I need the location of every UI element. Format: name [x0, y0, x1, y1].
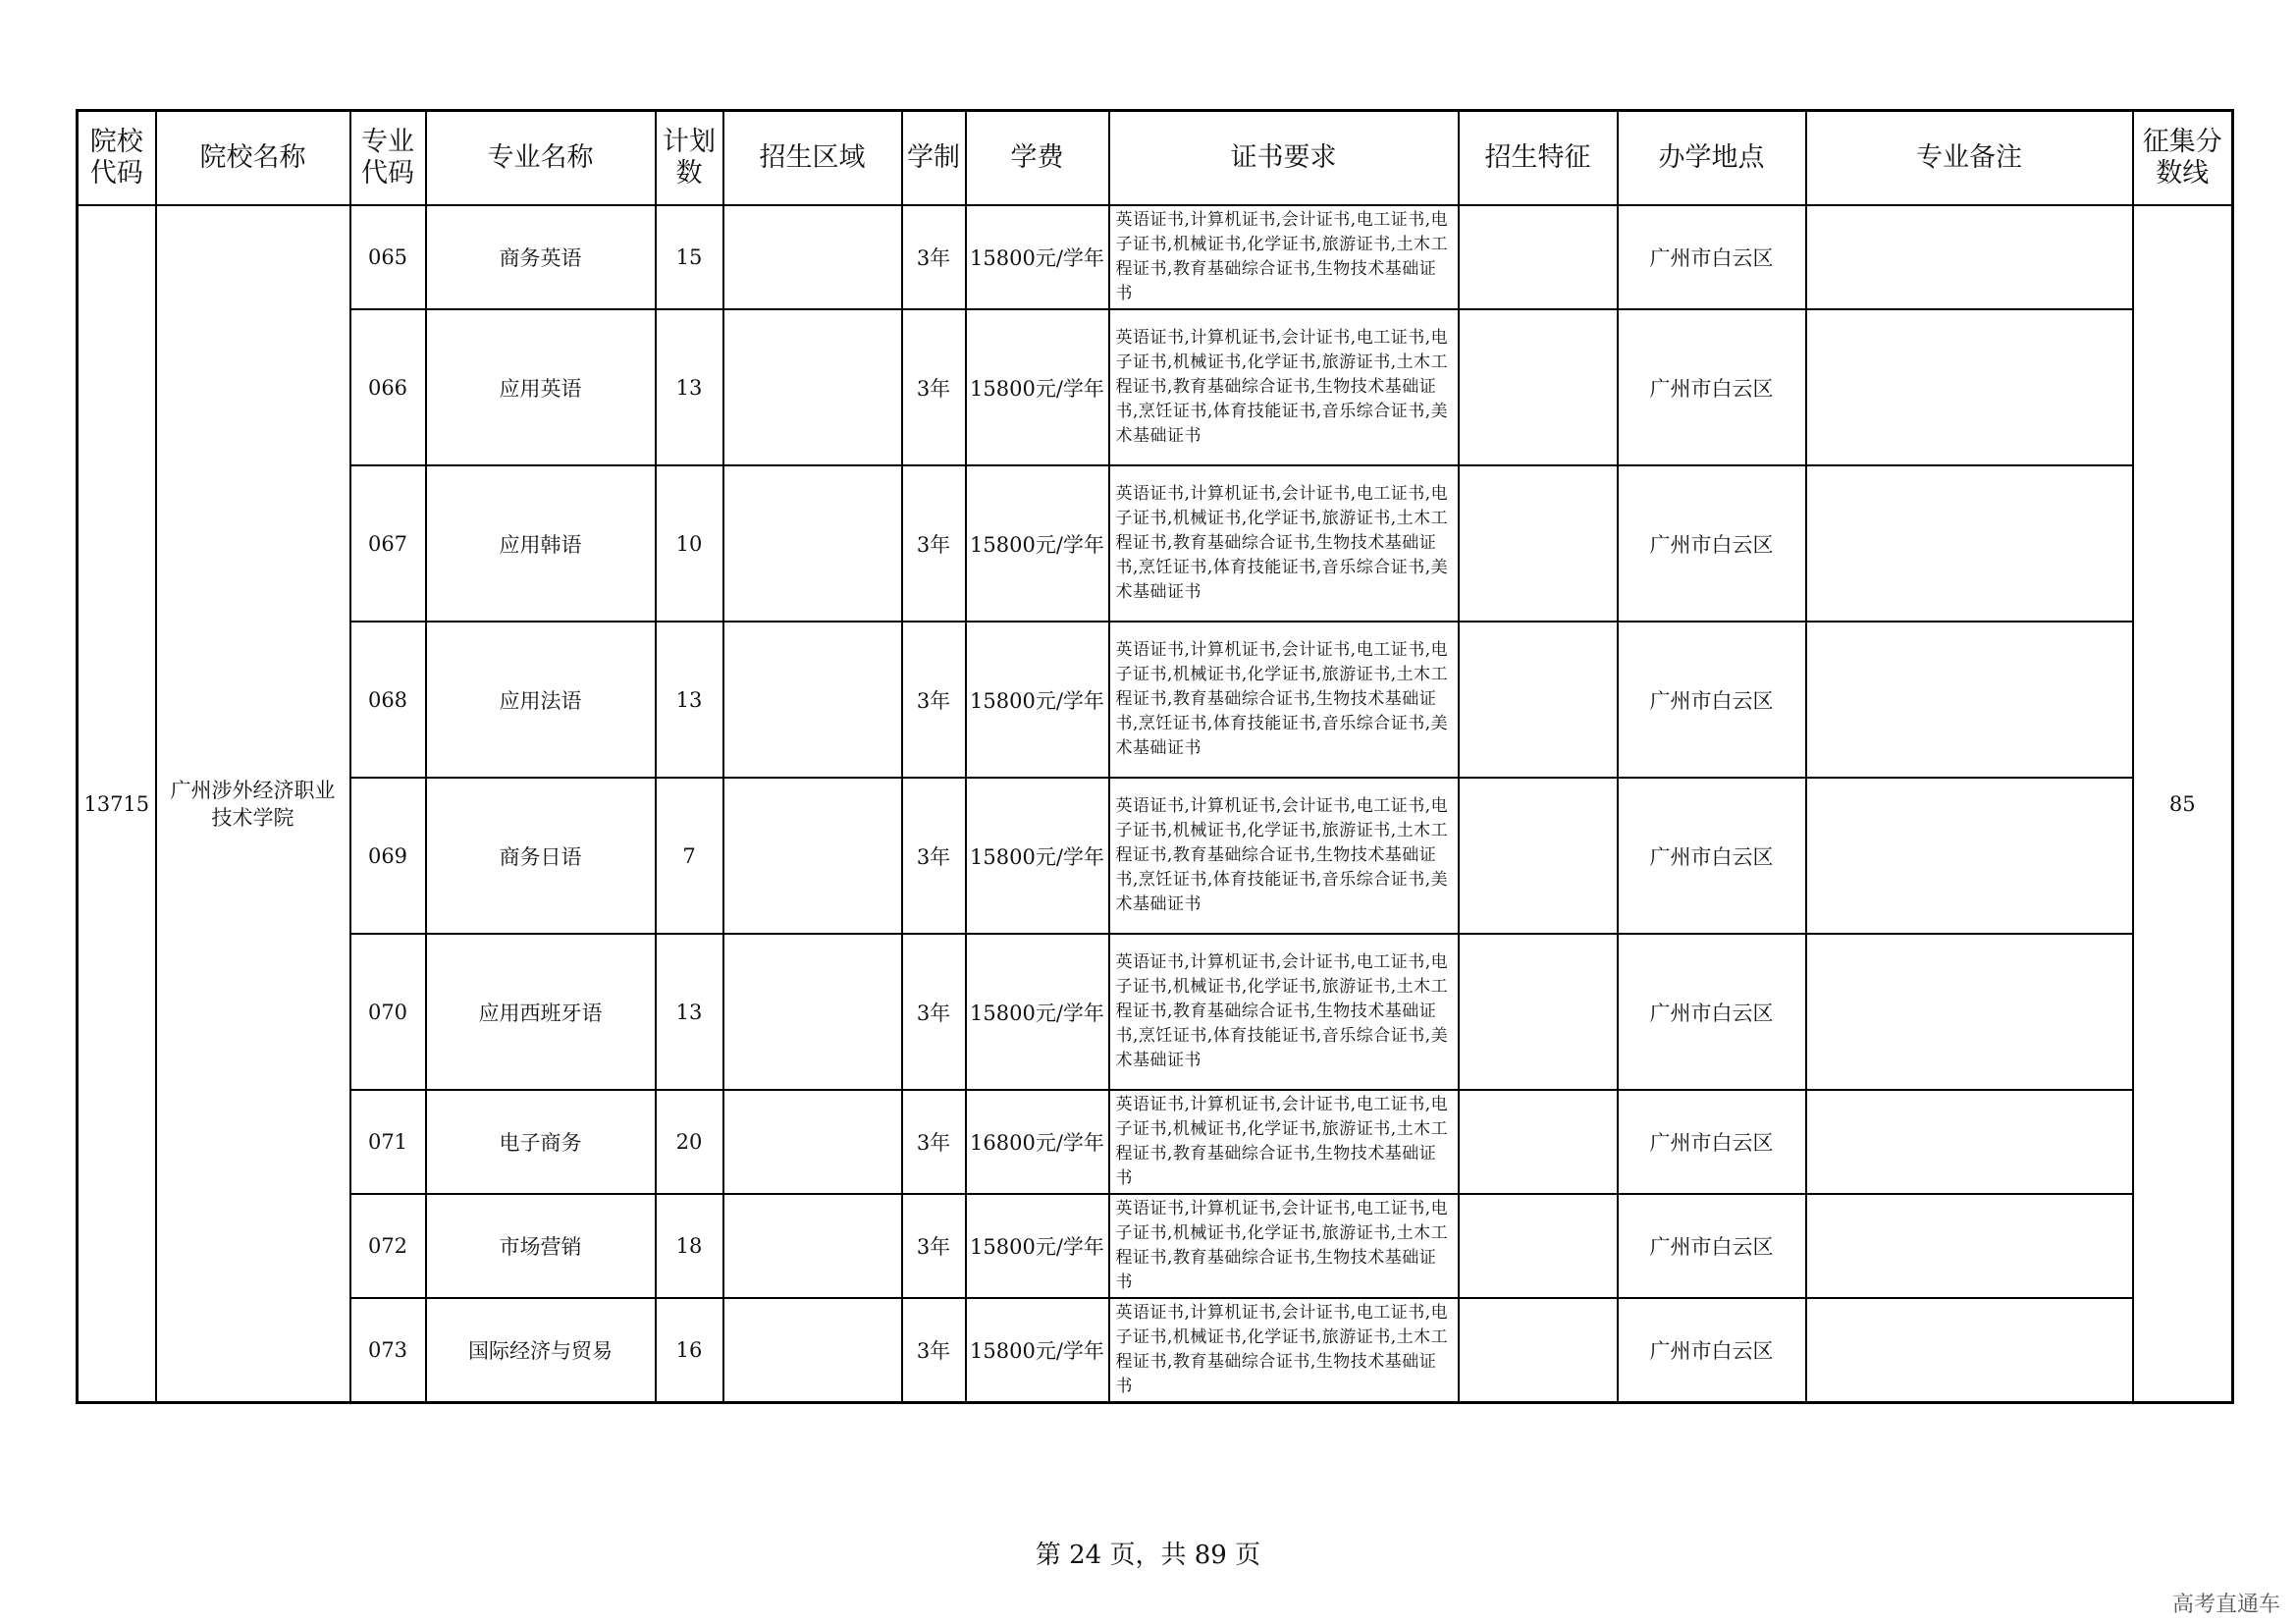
feature-cell: [1459, 1194, 1618, 1298]
table-row: [78, 778, 2233, 934]
cert-cell: 英语证书,计算机证书,会计证书,电工证书,电子证书,机械证书,化学证书,旅游证书,土木工程证书,教育基础综合证书,生物技术基础证书,烹饪证书,体育技能证书,音乐综合证书,美术基础证书: [1109, 934, 1459, 1090]
header-cutoff: 征集分数线: [2133, 111, 2233, 206]
cert-cell: 英语证书,计算机证书,会计证书,电工证书,电子证书,机械证书,化学证书,旅游证书,土木工程证书,教育基础综合证书,生物技术基础证书: [1109, 1194, 1459, 1298]
table-row: [78, 1090, 2233, 1194]
header-cert: 证书要求: [1109, 111, 1459, 206]
location-cell: 广州市白云区: [1618, 622, 1806, 778]
fee-cell: 16800元/学年: [966, 1090, 1109, 1194]
years-cell: 3年: [902, 778, 966, 934]
feature-cell: [1459, 205, 1618, 309]
major-name-cell: 应用法语: [426, 622, 656, 778]
fee-cell: 15800元/学年: [966, 205, 1109, 309]
major-name-cell: 市场营销: [426, 1194, 656, 1298]
feature-cell: [1459, 778, 1618, 934]
fee-cell: 15800元/学年: [966, 934, 1109, 1090]
note-cell: [1806, 465, 2133, 622]
table-row: [78, 205, 2233, 309]
plan-cell: 13: [656, 934, 723, 1090]
plan-cell: 16: [656, 1298, 723, 1403]
years-cell: 3年: [902, 1194, 966, 1298]
major-code-cell: 070: [350, 934, 426, 1090]
region-cell: [723, 1090, 902, 1194]
region-cell: [723, 1194, 902, 1298]
table-row: [78, 309, 2233, 465]
years-cell: 3年: [902, 934, 966, 1090]
note-cell: [1806, 309, 2133, 465]
header-feature: 招生特征: [1459, 111, 1618, 206]
years-cell: 3年: [902, 309, 966, 465]
table-row: [78, 622, 2233, 778]
feature-cell: [1459, 465, 1618, 622]
location-cell: 广州市白云区: [1618, 1194, 1806, 1298]
header-school-name: 院校名称: [156, 111, 350, 206]
note-cell: [1806, 205, 2133, 309]
region-cell: [723, 778, 902, 934]
cutoff-cell: 85: [2133, 205, 2233, 1403]
region-cell: [723, 465, 902, 622]
cert-cell: 英语证书,计算机证书,会计证书,电工证书,电子证书,机械证书,化学证书,旅游证书,土木工程证书,教育基础综合证书,生物技术基础证书,烹饪证书,体育技能证书,音乐综合证书,美术基础证书: [1109, 309, 1459, 465]
major-name-cell: 国际经济与贸易: [426, 1298, 656, 1403]
fee-cell: 15800元/学年: [966, 622, 1109, 778]
cert-cell: 英语证书,计算机证书,会计证书,电工证书,电子证书,机械证书,化学证书,旅游证书,土木工程证书,教育基础综合证书,生物技术基础证书,烹饪证书,体育技能证书,音乐综合证书,美术基础证书: [1109, 465, 1459, 622]
note-cell: [1806, 1090, 2133, 1194]
location-cell: 广州市白云区: [1618, 205, 1806, 309]
fee-cell: 15800元/学年: [966, 1298, 1109, 1403]
major-name-cell: 应用韩语: [426, 465, 656, 622]
note-cell: [1806, 1194, 2133, 1298]
header-location: 办学地点: [1618, 111, 1806, 206]
header-note: 专业备注: [1806, 111, 2133, 206]
plan-cell: 15: [656, 205, 723, 309]
region-cell: [723, 309, 902, 465]
header-fee: 学费: [966, 111, 1109, 206]
years-cell: 3年: [902, 1298, 966, 1403]
header-plan: 计划数: [656, 111, 723, 206]
plan-cell: 7: [656, 778, 723, 934]
plan-cell: 13: [656, 309, 723, 465]
feature-cell: [1459, 1090, 1618, 1194]
header-years: 学制: [902, 111, 966, 206]
fee-cell: 15800元/学年: [966, 1194, 1109, 1298]
admissions-table-container: [76, 109, 2234, 1404]
years-cell: 3年: [902, 205, 966, 309]
header-major-code: 专业代码: [350, 111, 426, 206]
major-name-cell: 电子商务: [426, 1090, 656, 1194]
cert-cell: 英语证书,计算机证书,会计证书,电工证书,电子证书,机械证书,化学证书,旅游证书,土木工程证书,教育基础综合证书,生物技术基础证书: [1109, 1090, 1459, 1194]
header-region: 招生区域: [723, 111, 902, 206]
page-number-footer: 第 24 页，共 89 页: [1035, 1541, 1261, 1570]
plan-cell: 18: [656, 1194, 723, 1298]
admissions-table: [76, 109, 2234, 1404]
note-cell: [1806, 778, 2133, 934]
cert-cell: 英语证书,计算机证书,会计证书,电工证书,电子证书,机械证书,化学证书,旅游证书,土木工程证书,教育基础综合证书,生物技术基础证书,烹饪证书,体育技能证书,音乐综合证书,美术基础证书: [1109, 622, 1459, 778]
cert-cell: 英语证书,计算机证书,会计证书,电工证书,电子证书,机械证书,化学证书,旅游证书,土木工程证书,教育基础综合证书,生物技术基础证书: [1109, 205, 1459, 309]
major-code-cell: 069: [350, 778, 426, 934]
header-school-code: 院校代码: [78, 111, 156, 206]
note-cell: [1806, 1298, 2133, 1403]
major-name-cell: 应用英语: [426, 309, 656, 465]
major-name-cell: 商务英语: [426, 205, 656, 309]
region-cell: [723, 622, 902, 778]
location-cell: 广州市白云区: [1618, 1090, 1806, 1194]
region-cell: [723, 1298, 902, 1403]
location-cell: 广州市白云区: [1618, 934, 1806, 1090]
major-name-cell: 应用西班牙语: [426, 934, 656, 1090]
table-row: [78, 465, 2233, 622]
table-row: [78, 1194, 2233, 1298]
major-code-cell: 065: [350, 205, 426, 309]
school-code-cell: 13715: [78, 205, 156, 1403]
location-cell: 广州市白云区: [1618, 309, 1806, 465]
plan-cell: 20: [656, 1090, 723, 1194]
location-cell: 广州市白云区: [1618, 778, 1806, 934]
header-row: [78, 111, 2233, 206]
fee-cell: 15800元/学年: [966, 309, 1109, 465]
major-code-cell: 071: [350, 1090, 426, 1194]
region-cell: [723, 934, 902, 1090]
major-code-cell: 073: [350, 1298, 426, 1403]
major-code-cell: 068: [350, 622, 426, 778]
major-code-cell: 067: [350, 465, 426, 622]
location-cell: 广州市白云区: [1618, 1298, 1806, 1403]
table-row: [78, 1298, 2233, 1403]
school-name-cell: 广州涉外经济职业技术学院: [156, 205, 350, 1403]
years-cell: 3年: [902, 1090, 966, 1194]
feature-cell: [1459, 309, 1618, 465]
header-major-name: 专业名称: [426, 111, 656, 206]
location-cell: 广州市白云区: [1618, 465, 1806, 622]
cert-cell: 英语证书,计算机证书,会计证书,电工证书,电子证书,机械证书,化学证书,旅游证书,土木工程证书,教育基础综合证书,生物技术基础证书: [1109, 1298, 1459, 1403]
watermark: 高考直通车: [2171, 1593, 2280, 1617]
feature-cell: [1459, 622, 1618, 778]
major-code-cell: 066: [350, 309, 426, 465]
fee-cell: 15800元/学年: [966, 465, 1109, 622]
feature-cell: [1459, 1298, 1618, 1403]
feature-cell: [1459, 934, 1618, 1090]
major-code-cell: 072: [350, 1194, 426, 1298]
region-cell: [723, 205, 902, 309]
note-cell: [1806, 934, 2133, 1090]
years-cell: 3年: [902, 465, 966, 622]
plan-cell: 10: [656, 465, 723, 622]
note-cell: [1806, 622, 2133, 778]
cert-cell: 英语证书,计算机证书,会计证书,电工证书,电子证书,机械证书,化学证书,旅游证书,土木工程证书,教育基础综合证书,生物技术基础证书,烹饪证书,体育技能证书,音乐综合证书,美术基础证书: [1109, 778, 1459, 934]
table-row: [78, 934, 2233, 1090]
fee-cell: 15800元/学年: [966, 778, 1109, 934]
major-name-cell: 商务日语: [426, 778, 656, 934]
plan-cell: 13: [656, 622, 723, 778]
years-cell: 3年: [902, 622, 966, 778]
